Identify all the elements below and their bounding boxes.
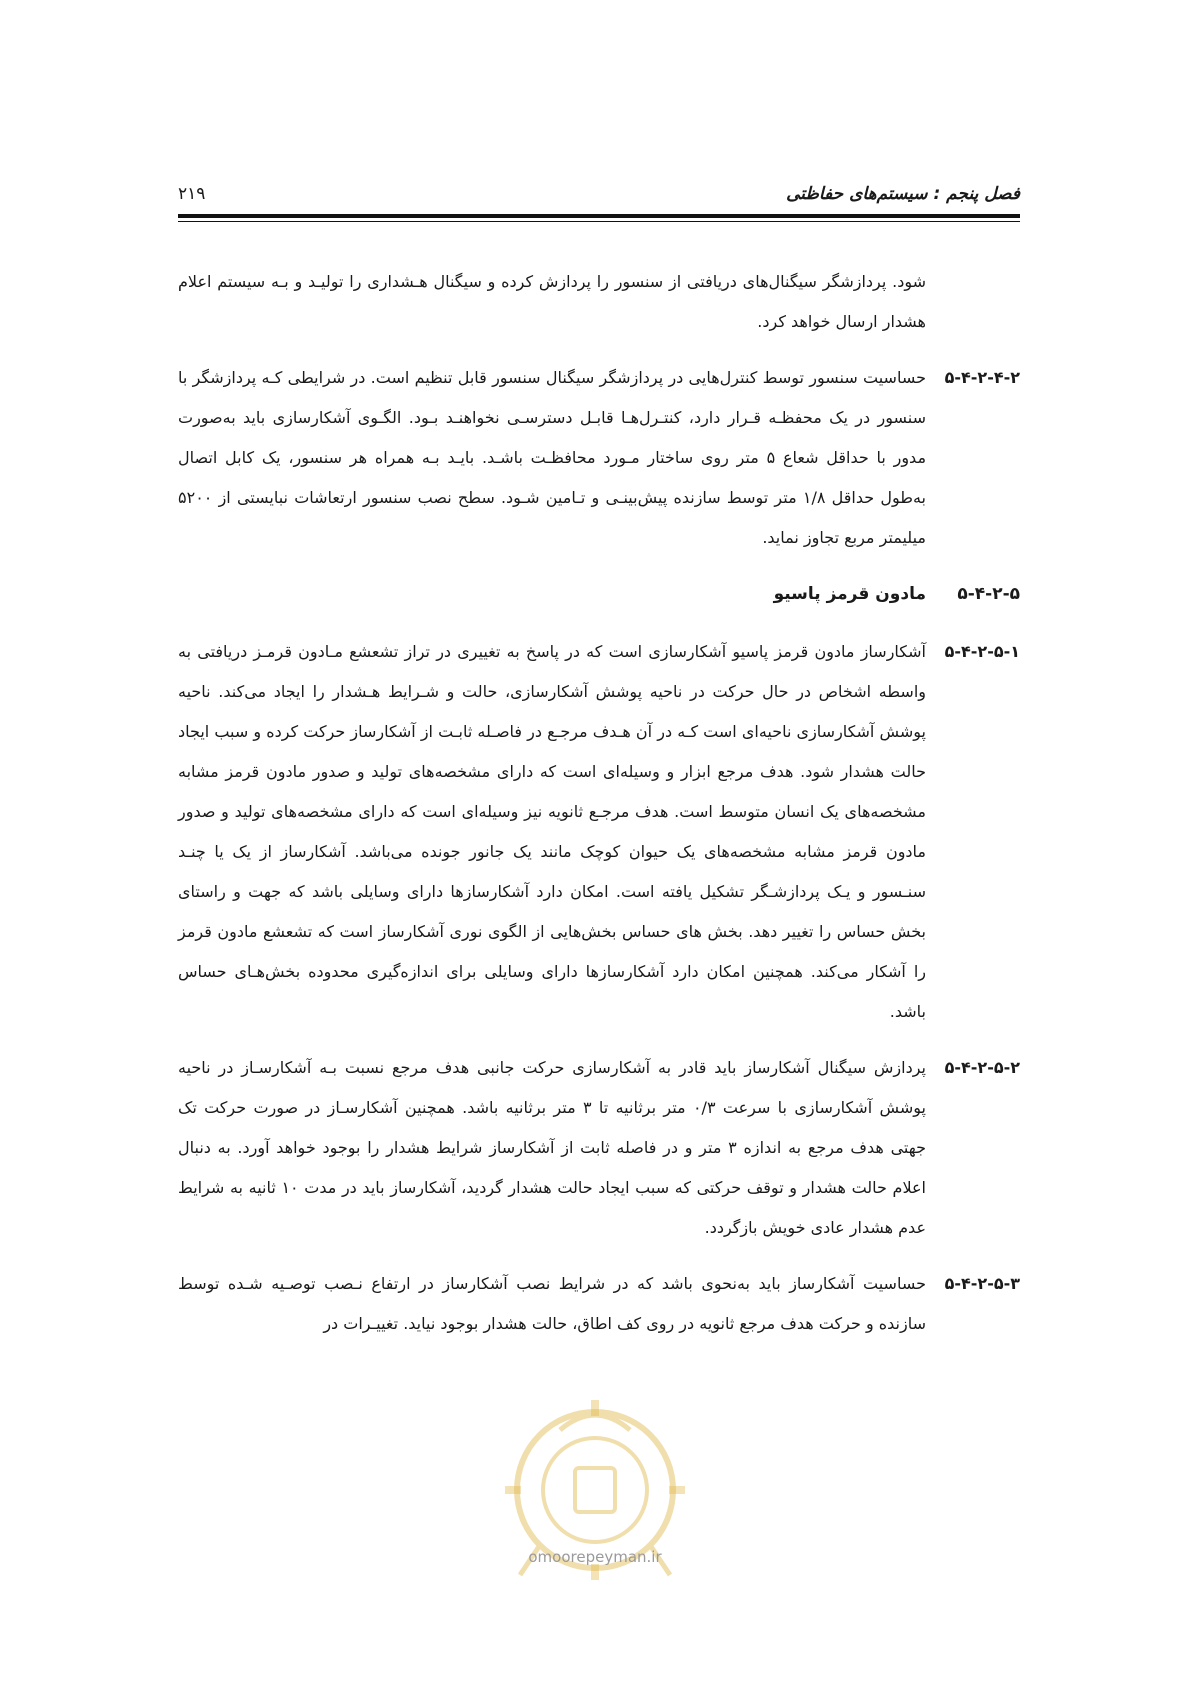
- clause-5-4-2-5-3: [178, 1264, 1020, 1344]
- chapter-title: فصل پنجم : سیستم‌های حفاظتی: [786, 184, 1020, 204]
- clause-5-4-2-5-1: [178, 632, 1020, 1032]
- clause-number: ۵-۴-۲-۴-۲: [944, 368, 1020, 387]
- page-header: [178, 178, 1020, 214]
- gear-seal-logo-icon: [480, 1370, 710, 1620]
- clause-5-4-2-4-2: [178, 358, 1020, 558]
- clause-number: ۵-۴-۲-۵-۱: [944, 642, 1020, 661]
- paragraph-continuation: [178, 262, 1020, 342]
- header-rule-thin: [178, 221, 1020, 222]
- paragraph-text: حساسیت آشکارساز باید به‌نحوی باشد که در شرایط نصب آشکارساز در ارتفاع نـصب توصـیه شـده توسط سازنده و حرکت هدف مرجع ثانویه در روی کف اطاق، حالت هشدار بوجود نیاید. تغییـرات در: [178, 1274, 926, 1333]
- watermark-site: omoorepeyman.ir: [528, 1548, 662, 1566]
- paragraph-text: شود. پردازشگر سیگنال‌های دریافتی از سنسور را پردازش کرده و سیگنال هـشداری را تولیـد و بـه سیستم اعلام هشدار ارسال خواهد کرد.: [178, 272, 926, 331]
- header-rule-thick: [178, 214, 1020, 218]
- section-heading-5-4-2-5: [178, 574, 1020, 614]
- paragraph-text: حساسیت سنسور توسط کنترل‌هایی در پردازشگر سیگنال سنسور قابل تنظیم است. در شرایطی کـه پردازشگر با سنسور در یک محفظـه قـرار دارد، کنتـرل‌هـا قابـل دسترسـی نخواهنـد بـود. الگـوی آشکارسازی باید به‌صورت مدور با حداقل شعاع ۵ متر روی ساختار مـورد محافظـت باشـد. بایـد بـه همراه هر سنسور، یک کابل اتصال به‌طول حداقل ۱/۸ متر توسط سازنده پیش‌بینـی و تـامین شـود. سطح نصب سنسور ارتعاشات نبایستی از ۵۲۰۰ میلیمتر مربع تجاوز نماید.: [178, 368, 927, 547]
- clause-number: ۵-۴-۲-۵-۳: [944, 1274, 1020, 1293]
- section-number: ۵-۴-۲-۵: [957, 584, 1020, 604]
- clause-5-4-2-5-2: [178, 1048, 1020, 1248]
- paragraph-text: آشکارساز مادون قرمز پاسیو آشکارسازی است که در پاسخ به تغییری در تراز تشعشع مـادون قرمـز دریافتی به واسطه اشخاص در حال حرکت در ناحیه پوشش آشکارسازی، حالت و شـرایط هـشدار را ایجاد می‌کند. ناحیه پوشش آشکارسازی ناحیه‌ای است کـه در آن هـدف مرجـع در فاصـله ثابـت از آشکارساز حرکت کرده و سبب ایجاد حالت هشدار شود. هدف مرجع ابزار و وسیله‌ای است که دارای مشخصه‌های تولید و صدور مادون قرمز مشابه مشخصه‌های یک انسان متوسط است. هدف مرجـع ثانویه نیز وسیله‌ای است که دارای مشخصه‌های تولید و صدور مادون قرمز مشابه مشخصه‌های یک حیوان کوچک مانند یک جانور جونده می‌باشد. آشکارساز از یک یا چنـد سنـسور و یـک پردازشـگر تشکیل یافته است. امکان دارد آشکارسازها دارای وسایلی باشد که جهت و راستای بخش حساس را تغییر دهد. بخش های حساس بخش‌هایی از الگوی نوری آشکارساز است که تشعشع مادون قرمز را آشکار می‌کند. همچنین امکان دارد آشکارسازها دارای وسایلی برای اندازه‌گیری محدوده بخش‌هـای حساس باشد.: [178, 642, 926, 1021]
- section-title: مادون قرمز پاسیو: [773, 584, 926, 604]
- document-body: [178, 262, 1020, 1360]
- paragraph-text: پردازش سیگنال آشکارساز باید قادر به آشکارسازی حرکت جانبی هدف مرجع نسبت بـه آشکارسـاز در ناحیه پوشش آشکارسازی با سرعت ۰/۳ متر برثانیه تا ۳ متر برثانیه باشد. همچنین آشکارسـاز در صورت حرکت تک جهتی هدف مرجع به اندازه ۳ متر و در فاصله ثابت از آشکارساز شرایط هشدار را بوجود خواهد آورد. به دنبال اعلام حالت هشدار و توقف حرکتی که سبب ایجاد حالت هشدار گردید، آشکارساز باید در مدت ۱۰ ثانیه به شرایط عدم هشدار عادی خویش بازگردد.: [178, 1058, 927, 1237]
- page-number: ۲۱۹: [178, 184, 206, 204]
- clause-number: ۵-۴-۲-۵-۲: [944, 1058, 1020, 1077]
